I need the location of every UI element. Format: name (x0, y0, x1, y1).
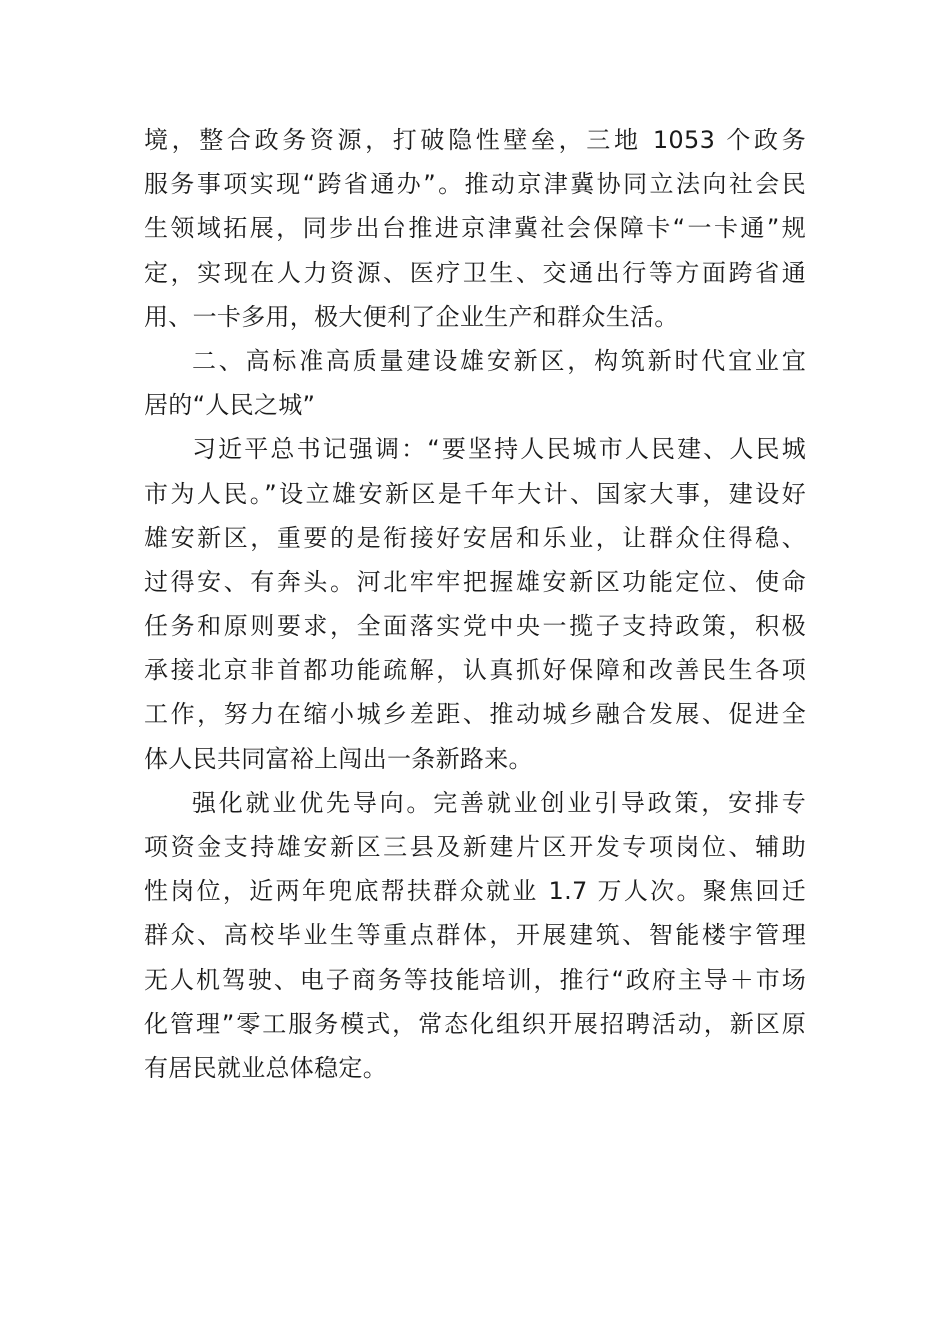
text-line: 承接北京非首都功能疏解，认真抓好保障和改善民生各项 (144, 656, 806, 685)
text-line: 市为人民。”设立雄安新区是千年大计、国家大事，建设好 (144, 479, 806, 508)
text-line: 性岗位，近两年兜底帮扶群众就业 1.7 万人次。聚焦回迁 (144, 877, 806, 906)
text-line: 无人机驾驶、电子商务等技能培训，推行“政府主导＋市场 (144, 965, 806, 994)
text-line: 项资金支持雄安新区三县及新建片区开发专项岗位、辅助 (144, 833, 806, 861)
text-line: 工作，努力在缩小城乡差距、推动城乡融合发展、促进全 (144, 700, 806, 729)
text-line: 体人民共同富裕上闯出一条新路来。 (144, 744, 533, 773)
text-line: 有居民就业总体稳定。 (144, 1053, 387, 1082)
section-heading-line: 居的“人民之城” (144, 391, 316, 420)
text-line: 化管理”零工服务模式，常态化组织开展招聘活动，新区原 (144, 1009, 806, 1038)
text-line: 服务事项实现“跨省通办”。推动京津冀协同立法向社会民 (144, 170, 806, 199)
text-line: 用、一卡多用，极大便利了企业生产和群众生活。 (144, 302, 679, 331)
section-heading-line: 二、高标准高质量建设雄安新区，构筑新时代宜业宜 (192, 346, 806, 375)
text-line: 任务和原则要求，全面落实党中央一揽子支持政策，积极 (144, 612, 806, 641)
text-line: 生领域拓展，同步出台推进京津冀社会保障卡“一卡通”规 (144, 214, 806, 243)
text-line: 强化就业优先导向。完善就业创业引导政策，安排专 (192, 788, 806, 817)
document-body (144, 118, 806, 1090)
text-line: 定，实现在人力资源、医疗卫生、交通出行等方面跨省通 (144, 258, 806, 287)
text-line: 群众、高校毕业生等重点群体，开展建筑、智能楼宇管理 (144, 921, 806, 950)
text-line: 习近平总书记强调：“要坚持人民城市人民建、人民城 (192, 435, 806, 464)
text-line: 过得安、有奔头。河北牢牢把握雄安新区功能定位、使命 (144, 567, 806, 596)
text-line: 境，整合政务资源，打破隐性壁垒，三地 1053 个政务 (144, 126, 806, 154)
text-line: 雄安新区，重要的是衔接好安居和乐业，让群众住得稳、 (144, 523, 806, 552)
